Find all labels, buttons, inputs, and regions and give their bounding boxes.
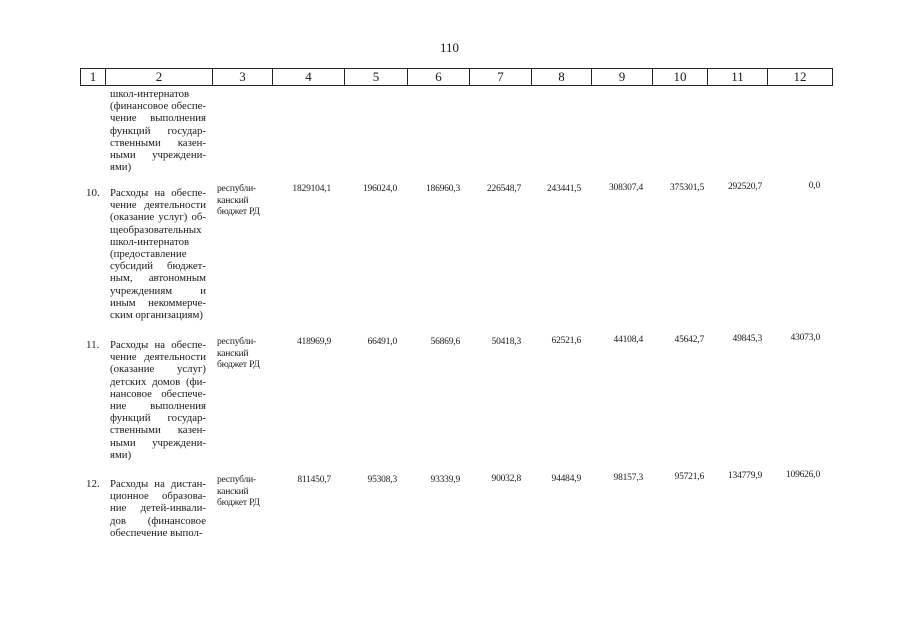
row-value-col11: 134779,9 [727, 471, 762, 481]
header-col-12: 12 [768, 69, 833, 86]
table-header [80, 68, 833, 86]
row-value-col11: 49845,3 [732, 334, 762, 344]
row-value-col12: 0,0 [808, 181, 820, 191]
row-value-col8: 94484,9 [551, 474, 581, 484]
header-col-3: 3 [213, 69, 273, 86]
header-col-6: 6 [408, 69, 470, 86]
row-source: республи-канский бюджет РД [217, 475, 260, 508]
header-col-9: 9 [592, 69, 653, 86]
row-value-col4: 418969,9 [296, 337, 331, 347]
row-source: республи-канский бюджет РД [217, 184, 260, 217]
header-col-1: 1 [81, 69, 106, 86]
row-value-col5: 196024,0 [362, 184, 397, 194]
row-value-col7: 226548,7 [486, 184, 521, 194]
row-value-col12: 43073,0 [790, 333, 820, 343]
header-col-11: 11 [708, 69, 768, 86]
row-value-col12: 109626,0 [785, 470, 820, 480]
row-value-col9: 308307,4 [608, 183, 643, 193]
row-value-col7: 50418,3 [491, 337, 521, 347]
row-value-col5: 95308,3 [367, 475, 397, 485]
row-description: Расходы на обеспе-чение деятельности (оказание услуг) об-щеобразовательных школ-интернатов (предоставление субсидий бюджет-ным, автономным учреждениям и иным некоммерче-ским организациям) [110, 187, 206, 322]
row-value-col6: 93339,9 [430, 475, 460, 485]
row-value-col11: 292520,7 [727, 182, 762, 192]
header-col-5: 5 [345, 69, 408, 86]
row-value-col7: 90032,8 [491, 474, 521, 484]
header-col-4: 4 [273, 69, 345, 86]
row-source: республи-канский бюджет РД [217, 337, 260, 370]
continuation-description: школ-интернатов (финансовое обеспе-чение выполнения функций государ-ственными казен-ными учреждени-ями) [110, 88, 206, 174]
page-number: 110 [440, 40, 460, 55]
row-value-col10: 375301,5 [669, 183, 704, 193]
row-value-col9: 98157,3 [613, 473, 643, 483]
row-number: 11. [86, 339, 100, 351]
header-col-10: 10 [653, 69, 708, 86]
row-value-col4: 811450,7 [297, 475, 331, 485]
row-description: Расходы на дистан-ционное образова-ние детей-инвали-дов (финансовое обеспечение выпол- [110, 478, 206, 539]
row-number: 12. [86, 478, 100, 490]
header-col-8: 8 [532, 69, 592, 86]
row-value-col6: 56869,6 [430, 337, 460, 347]
row-value-col6: 186960,3 [425, 184, 460, 194]
row-value-col10: 95721,6 [674, 472, 704, 482]
row-value-col5: 66491,0 [367, 337, 397, 347]
header-col-7: 7 [470, 69, 532, 86]
header-col-2: 2 [106, 69, 213, 86]
row-value-col9: 44108,4 [613, 335, 643, 345]
row-value-col4: 1829104,1 [292, 184, 331, 194]
row-value-col8: 243441,5 [546, 184, 581, 194]
row-number: 10. [86, 187, 100, 199]
row-value-col10: 45642,7 [674, 335, 704, 345]
row-value-col8: 62521,6 [551, 336, 581, 346]
row-description: Расходы на обеспе-чение деятельности (оказание услуг) детских домов (фи-нансовое обеспече-ние выполнения функций государ-ственными казен-ными учреждени-ями) [110, 339, 206, 461]
